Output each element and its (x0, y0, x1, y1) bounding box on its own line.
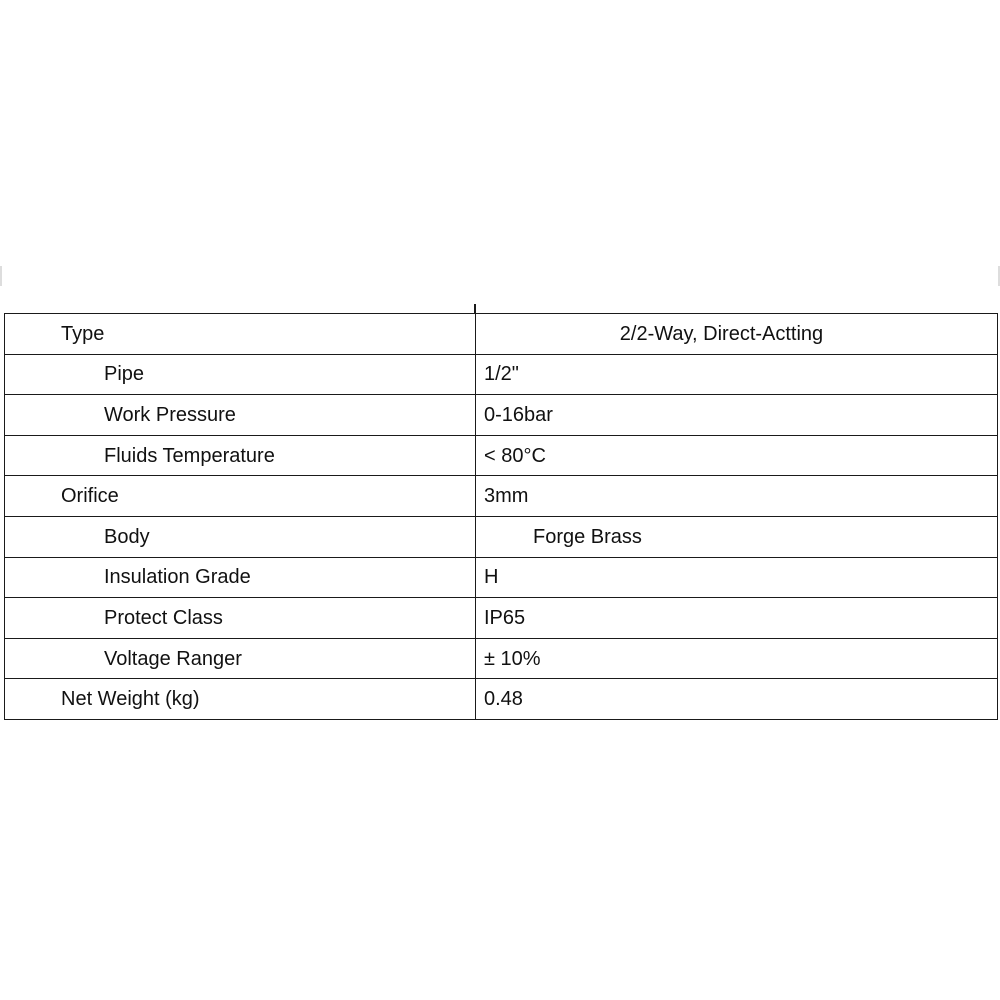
table-row (5, 679, 998, 720)
row-value: 1/2" (476, 354, 998, 395)
row-label: Net Weight (kg) (5, 679, 476, 720)
row-label: Orifice (5, 476, 476, 517)
table-row (5, 638, 998, 679)
row-label: Work Pressure (5, 395, 476, 436)
table-row (5, 354, 998, 395)
row-value: 2/2-Way, Direct-Actting (476, 314, 998, 355)
row-label: Protect Class (5, 598, 476, 639)
row-value: 0-16bar (476, 395, 998, 436)
row-label: Type (5, 314, 476, 355)
table-row (5, 557, 998, 598)
row-value: IP65 (476, 598, 998, 639)
spec-table (4, 313, 998, 720)
table-row (5, 516, 998, 557)
table-row (5, 395, 998, 436)
row-value: < 80°C (476, 435, 998, 476)
row-label: Fluids Temperature (5, 435, 476, 476)
row-label: Body (5, 516, 476, 557)
row-value: Forge Brass (476, 516, 998, 557)
row-value: 0.48 (476, 679, 998, 720)
edge-mark-left (0, 266, 2, 286)
row-value: ± 10% (476, 638, 998, 679)
table-row (5, 598, 998, 639)
row-label: Insulation Grade (5, 557, 476, 598)
table-row (5, 476, 998, 517)
row-value: H (476, 557, 998, 598)
row-value: 3mm (476, 476, 998, 517)
row-label: Pipe (5, 354, 476, 395)
table-row (5, 435, 998, 476)
table-row (5, 314, 998, 355)
row-label: Voltage Ranger (5, 638, 476, 679)
